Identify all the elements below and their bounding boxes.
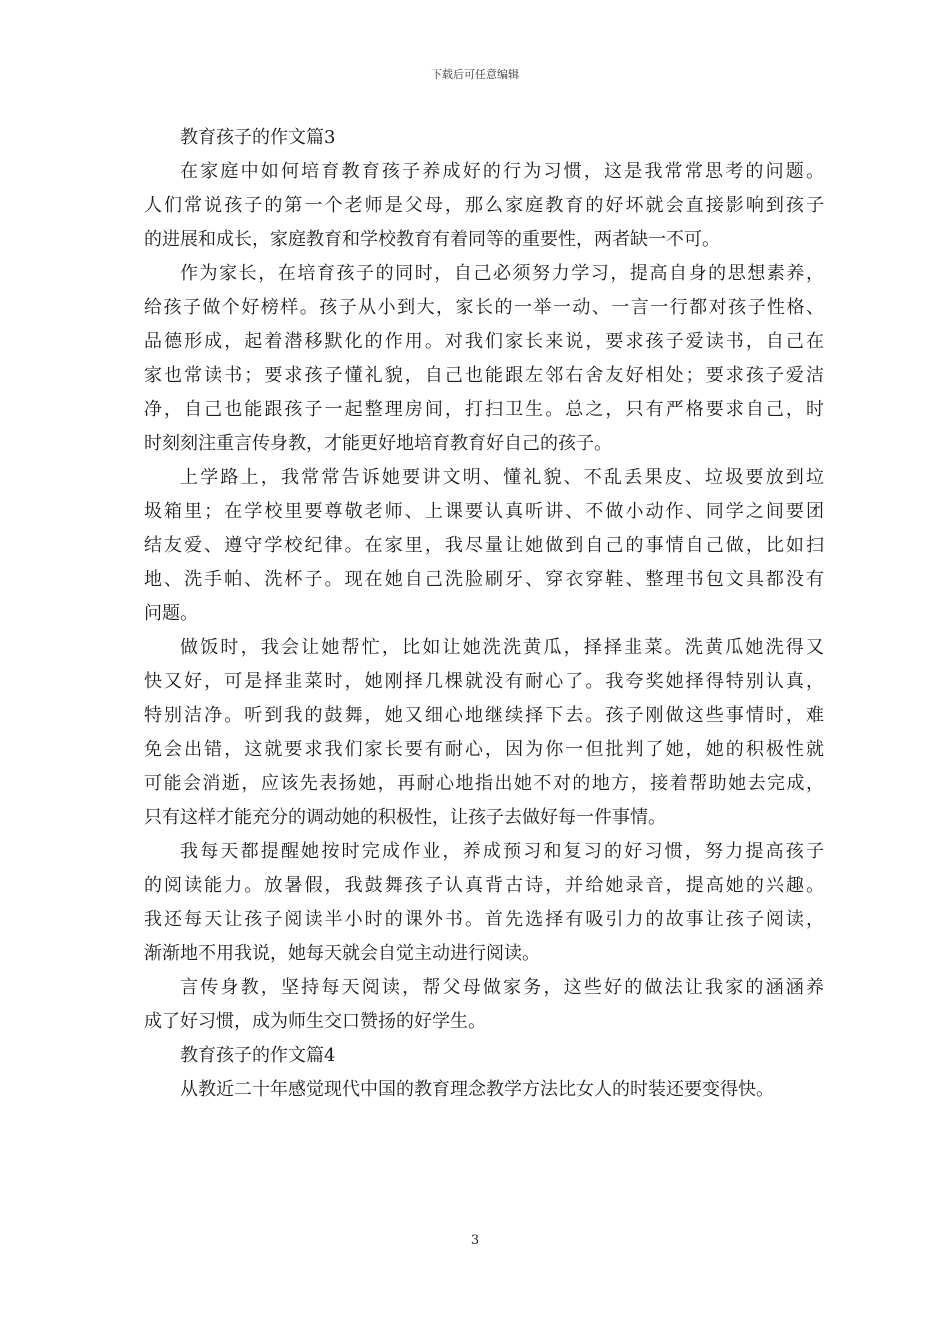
section-heading: 教育孩子的作文篇3 [180,127,336,148]
paragraph-line: 问题。 [144,603,198,624]
paragraph-line: 圾箱里；在学校里要尊敬老师、上课要认真听讲、不做小动作、同学之间要团 [144,501,824,522]
paragraph-line: 净，自己也能跟孩子一起整理房间，打扫卫生。总之，只有严格要求自己，时 [144,399,824,420]
paragraph-line: 做饭时，我会让她帮忙，比如让她洗洗黄瓜，择择韭菜。洗黄瓜她洗得又 [180,637,824,658]
paragraph-line: 渐渐地不用我说，她每天就会自觉主动进行阅读。 [144,943,540,964]
paragraph-line: 家也常读书；要求孩子懂礼貌，自己也能跟左邻右舍友好相处；要求孩子爱洁 [144,365,824,386]
paragraph-line: 只有这样才能充分的调动她的积极性，让孩子去做好每一件事情。 [144,807,666,828]
page-header-note: 下载后可任意编辑 [431,68,519,81]
paragraph-line: 我每天都提醒她按时完成作业，养成预习和复习的好习惯，努力提高孩子 [180,841,824,862]
paragraph [144,461,824,631]
paragraph-line: 成了好习惯，成为师生交口赞扬的好学生。 [144,1011,486,1032]
paragraph-line: 作为家长，在培育孩子的同时，自己必须努力学习，提高自身的思想素养， [180,263,824,284]
paragraph-line: 人们常说孩子的第一个老师是父母，那么家庭教育的好坏就会直接影响到孩子 [144,195,824,216]
paragraph-line: 特别洁净。听到我的鼓舞，她又细心地继续择下去。孩子刚做这些事情时，难 [144,705,824,726]
paragraph [144,155,824,257]
paragraph-line: 从教近二十年感觉现代中国的教育理念教学方法比女人的时装还要变得快。 [180,1079,774,1100]
paragraph-line: 结友爱、遵守学校纪律。在家里，我尽量让她做到自己的事情自己做，比如扫 [144,535,824,556]
paragraph [144,835,824,971]
paragraph-line: 的阅读能力。放暑假，我鼓舞孩子认真背古诗，并给她录音，提高她的兴趣。 [144,875,824,896]
section-heading: 教育孩子的作文篇4 [180,1045,336,1066]
paragraph-line: 言传身教，坚持每天阅读，帮父母做家务，这些好的做法让我家的涵涵养 [180,977,824,998]
paragraph-line: 的进展和成长，家庭教育和学校教育有着同等的重要性，两者缺一不可。 [144,229,720,250]
paragraph-line: 上学路上，我常常告诉她要讲文明、懂礼貌、不乱丢果皮、垃圾要放到垃 [180,467,824,488]
paragraph [144,257,824,461]
paragraph [144,631,824,835]
paragraph [144,1073,824,1107]
document-body [144,121,824,1107]
page-number: 3 [470,1233,480,1248]
paragraph-line: 可能会消逝，应该先表扬她，再耐心地指出她不对的地方，接着帮助她去完成， [144,773,824,794]
paragraph-line: 地、洗手帕、洗杯子。现在她自己洗脸刷牙、穿衣穿鞋、整理书包文具都没有 [144,569,824,590]
paragraph [144,971,824,1039]
paragraph-line: 在家庭中如何培育教育孩子养成好的行为习惯，这是我常常思考的问题。 [180,161,824,182]
paragraph-line: 快又好，可是择韭菜时，她刚择几棵就没有耐心了。我夸奖她择得特别认真， [144,671,824,692]
paragraph-line: 时刻刻注重言传身教，才能更好地培育教育好自己的孩子。 [144,433,612,454]
paragraph-line: 免会出错，这就要求我们家长要有耐心，因为你一但批判了她，她的积极性就 [144,739,824,760]
paragraph-line: 给孩子做个好榜样。孩子从小到大，家长的一举一动、一言一行都对孩子性格、 [144,297,824,318]
paragraph-line: 我还每天让孩子阅读半小时的课外书。首先选择有吸引力的故事让孩子阅读， [144,909,824,930]
paragraph-line: 品德形成，起着潜移默化的作用。对我们家长来说，要求孩子爱读书，自己在 [144,331,824,352]
